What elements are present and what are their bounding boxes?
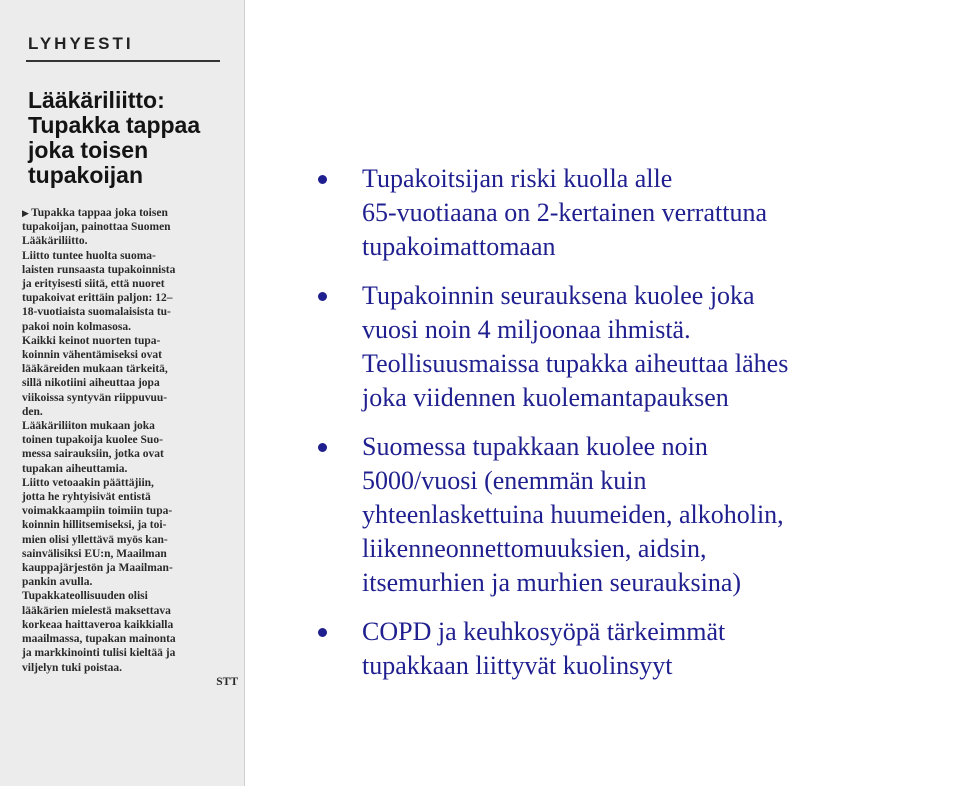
- clipping-paragraph: [22, 476, 238, 590]
- clipping-line: Kaikki keinot nuorten tupa-: [22, 334, 161, 347]
- clipping-line: viljelyn tuki poistaa.: [22, 661, 123, 674]
- bullet-list: [318, 162, 948, 698]
- triangle-arrow-icon: ▶: [22, 208, 32, 218]
- clipping-line: kauppajärjestön ja Maailman-: [22, 562, 173, 575]
- bullet-item: [318, 162, 948, 264]
- clipping-paragraph: [22, 249, 238, 334]
- clipping-line: tupakoivat erittäin paljon: 12–: [22, 292, 173, 305]
- bullet-dot-icon: [318, 292, 327, 301]
- clipping-line: toinen tupakoija kuolee Suo-: [22, 434, 163, 447]
- clipping-line: tupakoijan, painottaa Suomen: [22, 221, 171, 234]
- bullet-line: joka viidennen kuolemantapauksen: [362, 383, 729, 412]
- clipping-line: tupakan aiheuttamia.: [22, 462, 128, 475]
- bullet-line: vuosi noin 4 miljoonaa ihmistä.: [362, 315, 691, 344]
- clipping-line: jotta he ryhtyisivät entistä: [22, 491, 151, 504]
- clipping-line: voimakkaampiin toimiin tupa-: [22, 505, 173, 518]
- clipping-line: viikoissa syntyvän riippuvuu-: [22, 391, 168, 404]
- clipping-line: Lääkäriliitto.: [22, 235, 88, 248]
- clipping-line: messa sairauksiin, jotka ovat: [22, 448, 164, 461]
- bullet-dot-icon: [318, 443, 327, 452]
- clipping-section-label: LYHYESTI: [28, 34, 134, 53]
- clipping-line: sainvälisiksi EU:n, Maailman: [22, 547, 167, 560]
- bullet-item: [318, 279, 948, 415]
- clipping-line: mien olisi yllettävä myös kan-: [22, 533, 168, 546]
- clipping-line: Lääkäriliiton mukaan joka: [22, 420, 155, 433]
- bullet-line: Teollisuusmaissa tupakka aiheuttaa lähes: [362, 349, 789, 378]
- clipping-line: koinnin hillitsemiseksi, ja toi-: [22, 519, 167, 532]
- bullet-line: yhteenlaskettuina huumeiden, alkoholin,: [362, 500, 784, 529]
- clipping-source: STT: [216, 675, 238, 688]
- bullet-line: 65-vuotiaana on 2-kertainen verrattuna: [362, 198, 767, 227]
- clipping-line: [22, 206, 238, 220]
- bullet-line: Suomessa tupakkaan kuolee noin: [362, 432, 708, 461]
- clipping-line: ja markkinointi tulisi kieltää ja: [22, 647, 176, 660]
- clipping-line: 18-vuotiaista suomalaisista tu-: [22, 306, 171, 319]
- clipping-line: ja erityisesti siitä, että nuoret: [22, 278, 165, 291]
- clipping-headline: [28, 88, 238, 188]
- clipping-line: laisten runsaasta tupakoinnista: [22, 263, 176, 276]
- clipping-paragraph: [22, 419, 238, 476]
- clipping-paragraph: [22, 589, 238, 674]
- clipping-rule: [26, 60, 220, 62]
- bullet-line: tupakoimattomaan: [362, 232, 556, 261]
- clipping-line: pakoi noin kolmasosa.: [22, 320, 131, 333]
- bullet-dot-icon: [318, 175, 327, 184]
- bullet-item: [318, 615, 948, 683]
- headline-line: tupakoijan: [28, 162, 144, 188]
- clipping-line: Liitto tuntee huolta suoma-: [22, 249, 156, 262]
- clipping-body: [22, 206, 238, 689]
- bullet-line: Tupakoitsijan riski kuolla alle: [362, 164, 673, 193]
- clipping-paragraph: [22, 334, 238, 419]
- clipping-paragraph: [22, 206, 238, 249]
- bullet-item: [318, 430, 948, 600]
- clipping-line-text: Tupakka tappaa joka toisen: [31, 207, 168, 219]
- bullet-line: itsemurhien ja murhien seurauksina): [362, 568, 742, 597]
- bullet-line: COPD ja keuhkosyöpä tärkeimmät: [362, 617, 726, 646]
- clipping-line: lääkärien mielestä maksettava: [22, 604, 171, 617]
- headline-line: Lääkäriliitto:: [28, 87, 165, 113]
- newspaper-clipping: [0, 0, 245, 786]
- bullet-line: liikenneonnettomuuksien, aidsin,: [362, 534, 707, 563]
- bullet-line: tupakkaan liittyvät kuolinsyyt: [362, 651, 673, 680]
- clipping-line: pankin avulla.: [22, 576, 93, 589]
- clipping-line: lääkäreiden mukaan tärkeitä,: [22, 363, 168, 376]
- bullet-dot-icon: [318, 628, 327, 637]
- bullet-line: Tupakoinnin seurauksena kuolee joka: [362, 281, 755, 310]
- clipping-line: Liitto vetoaakin päättäjiin,: [22, 476, 154, 489]
- headline-line: joka toisen: [28, 137, 149, 163]
- clipping-line: koinnin vähentämiseksi ovat: [22, 349, 162, 362]
- clipping-line: korkeaa haittaveroa kaikkialla: [22, 618, 174, 631]
- clipping-line: Tupakkateollisuuden olisi: [22, 590, 148, 603]
- headline-line: Tupakka tappaa: [28, 112, 201, 138]
- clipping-line: den.: [22, 405, 43, 418]
- clipping-line: maailmassa, tupakan mainonta: [22, 633, 176, 646]
- bullet-line: 5000/vuosi (enemmän kuin: [362, 466, 647, 495]
- clipping-line: sillä nikotiini aiheuttaa jopa: [22, 377, 160, 390]
